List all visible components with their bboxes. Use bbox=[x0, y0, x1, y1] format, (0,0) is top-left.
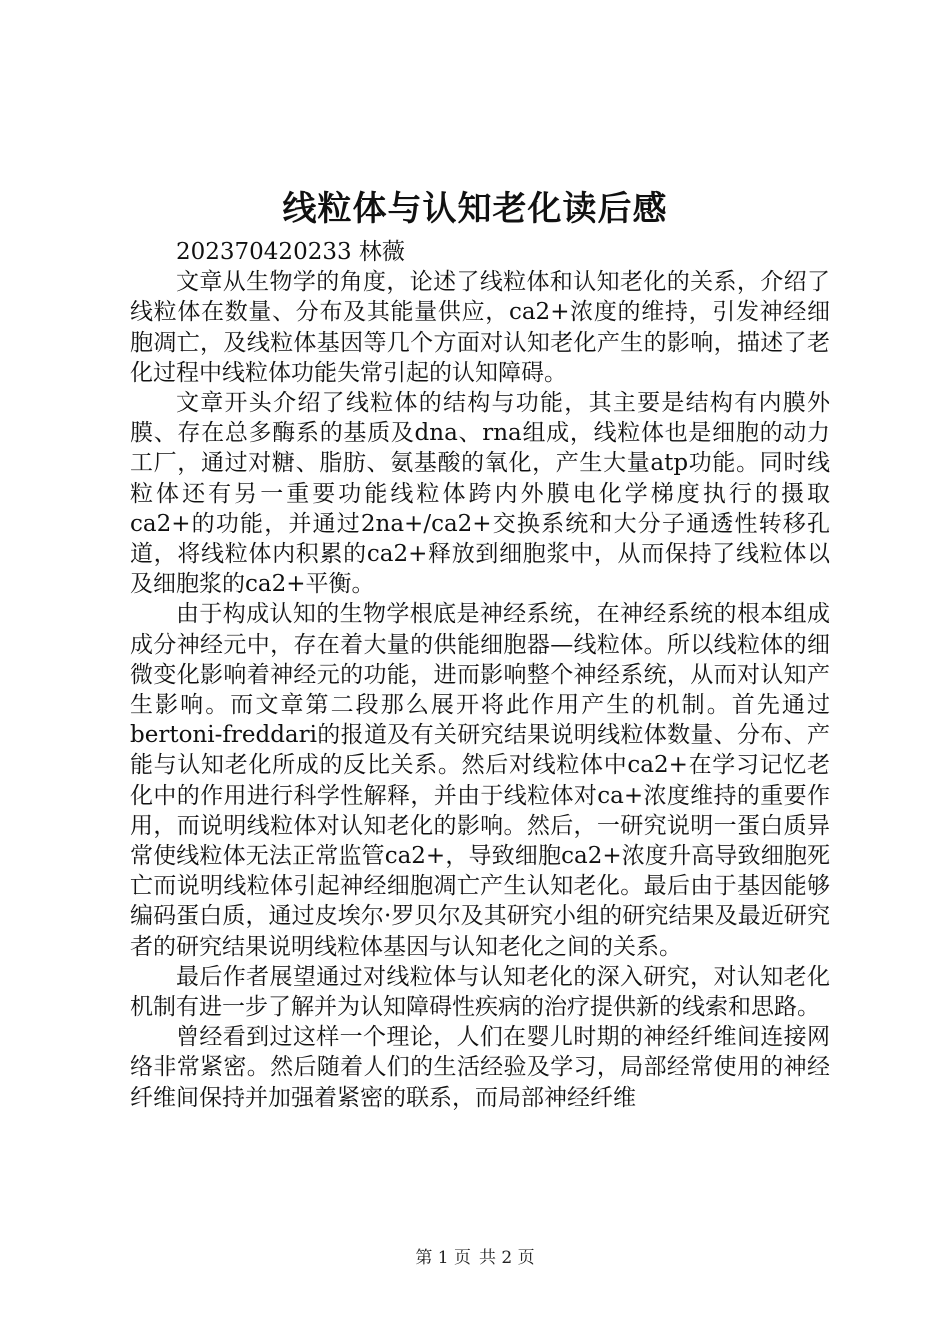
document-body bbox=[130, 237, 830, 1113]
paragraph: 文章从生物学的角度，论述了线粒体和认知老化的关系，介绍了线粒体在数量、分布及其能量供应，ca2+浓度的维持，引发神经细胞凋亡，及线粒体基因等几个方面对认知老化产生的影响，描述了老化过程中线粒体功能失常引起的认知障碍。 bbox=[130, 269, 830, 386]
author-line: 202370420233 林薇 bbox=[176, 239, 405, 265]
paragraph: 文章开头介绍了线粒体的结构与功能，其主要是结构有内膜外膜、存在总多酶系的基质及dna、rna组成，线粒体也是细胞的动力工厂，通过对糖、脂肪、氨基酸的氧化，产生大量atp功能。同时线粒体还有另一重要功能线粒体跨内外膜电化学梯度执行的摄取ca2+的功能，并通过2na+/ca2+交换系统和大分子通透性转移孔道，将线粒体内积累的ca2+释放到细胞浆中，从而保持了线粒体以及细胞浆的ca2+平衡。 bbox=[130, 390, 830, 598]
page-footer bbox=[0, 1247, 950, 1269]
paragraph: 曾经看到过这样一个理论，人们在婴儿时期的神经纤维间连接网络非常紧密。然后随着人们的生活经验及学习，局部经常使用的神经纤维间保持并加强着紧密的联系，而局部神经纤维 bbox=[130, 1024, 830, 1111]
document-title: 线粒体与认知老化读后感 bbox=[282, 189, 668, 229]
page-total: 共 2 页 bbox=[479, 1248, 535, 1268]
paragraph: 由于构成认知的生物学根底是神经系统，在神经系统的根本组成成分神经元中，存在着大量的供能细胞器—线粒体。所以线粒体的细微变化影响着神经元的功能，进而影响整个神经系统，从而对认知产生影响。而文章第二段那么展开将此作用产生的机制。首先通过bertoni-freddari的报道及有关研究结果说明线粒体数量、分布、产能与认知老化所成的反比关系。然后对线粒体中ca2+在学习记忆老化中的作用进行科学性解释，并由于线粒体对ca+浓度维持的重要作用，而说明线粒体对认知老化的影响。然后，一研究说明一蛋白质异常使线粒体无法正常监管ca2+，导致细胞ca2+浓度升高导致细胞死亡而说明线粒体引起神经细胞凋亡产生认知老化。最后由于基因能够编码蛋白质，通过皮埃尔·罗贝尔及其研究小组的研究结果及最近研究者的研究结果说明线粒体基因与认知老化之间的关系。 bbox=[130, 601, 830, 960]
page-number: 第 1 页 bbox=[415, 1248, 471, 1268]
paragraph: 最后作者展望通过对线粒体与认知老化的深入研究，对认知老化机制有进一步了解并为认知障碍性疾病的治疗提供新的线索和思路。 bbox=[130, 963, 830, 1021]
